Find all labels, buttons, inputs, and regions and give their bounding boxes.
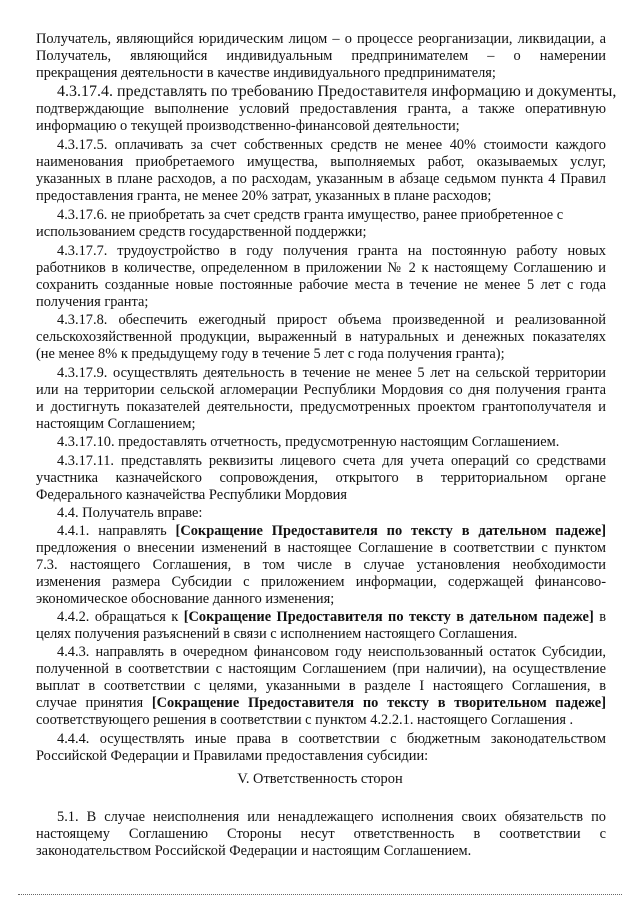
text-line: подтверждающие выполнение условий предоставления гранта, а также оперативную [36, 101, 606, 117]
text-line: предоставления гранта, не менее 20% затрат, указанных в плане расходов; [36, 188, 492, 204]
text-line: полученной в соответствии с настоящим Соглашением (при наличии), на осуществление [36, 661, 606, 677]
text-line: (не менее 8% к предыдущему году в течение 5 лет с года получения гранта); [36, 346, 505, 362]
placeholder-field: [Сокращение Предоставителя по тексту в дательном падеже] [183, 609, 594, 625]
clause-4-4-3: 4.4.3. направлять в очередном финансовом году неиспользованный остаток Субсидии, [57, 644, 606, 660]
clause-4-3-17-11: 4.3.17.11. представлять реквизиты лицевого счета для учета операций со средствами [57, 453, 606, 469]
clause-4-3-17-9: 4.3.17.9. осуществлять деятельность в течение не менее 5 лет на сельской территории [57, 365, 606, 381]
text-line: получения гранта; [36, 294, 149, 310]
clause-4-3-17-8: 4.3.17.8. обеспечить ежегодный прирост объема произведенной и реализованной [57, 312, 606, 328]
clause-4-4-1 [57, 523, 606, 540]
clause-4-4-2 [57, 609, 606, 626]
text-line: законодательством Российской Федерации и настоящим Соглашением. [36, 843, 472, 859]
text-line: Получатель, являющийся индивидуальным предпринимателем – о намерении [36, 48, 606, 64]
placeholder-field: [Сокращение Предоставителя по тексту в дательном падеже] [175, 523, 607, 539]
clause-5-1: 5.1. В случае неисполнения или ненадлежащего исполнения своих обязательств по [57, 809, 606, 825]
text-line: участника казначейского сопровождения, открытого в территориальном органе [36, 470, 606, 486]
clause-text: 4.4.1. направлять [57, 523, 167, 539]
text-line: настоящим Соглашением; [36, 416, 196, 432]
text-line: Федерального казначейства Республики Мордовия [36, 487, 347, 503]
text-line: использованием средств государственной поддержки; [36, 224, 367, 240]
clause-text: 4.4.2. обращаться к [57, 609, 179, 625]
text-line: Российской Федерации и Правилами предоставления субсидии: [36, 748, 429, 764]
text-line: целях получения разъяснений в связи с исполнением настоящего Соглашения. [36, 626, 518, 642]
text-line: информацию о текущей производственно-финансовой деятельности; [36, 118, 460, 134]
text-line [36, 695, 606, 712]
text-line: и достигнуть показателей деятельности, предусмотренных проектом грантополучателя и [36, 399, 606, 415]
clause-text: в [599, 609, 606, 625]
text-line: работников в количестве, определенном в приложении № 2 к настоящему Соглашению и [36, 260, 606, 276]
section-heading: V. Ответственность сторон [237, 771, 403, 787]
clause-4-3-17-6: 4.3.17.6. не приобретать за счет средств гранта имущество, ранее приобретенное с [57, 207, 564, 223]
text-line: настоящему Соглашению Стороны несут ответственность в соответствии с [36, 826, 606, 842]
text-line: прекращения деятельности в качестве индивидуального предпринимателя; [36, 65, 496, 81]
text-line: наименования приобретаемого имущества, выполняемых работ, оказываемых услуг, [36, 154, 606, 170]
text-line: соответствующего решения в соответствии с пунктом 4.2.2.1. настоящего Соглашения . [36, 712, 574, 728]
text-line: изменения размера Субсидии с приложением информации, содержащей финансово- [36, 574, 606, 590]
text-line: сохранить созданные новые постоянные рабочие места в течение не менее 5 лет с года [36, 277, 606, 293]
placeholder-field: [Сокращение Предоставителя по тексту в творительном падеже] [151, 695, 606, 711]
clause-4-4-4: 4.4.4. осуществлять иные права в соответствии с бюджетным законодательством [57, 731, 606, 747]
footer-rule [18, 894, 622, 895]
text-line: выплат в соответствии с целями, указанными в разделе I настоящего Соглашения, в [36, 678, 606, 694]
text-line: предложения о внесении изменений в настоящее Соглашение в соответствии с пунктом [36, 540, 606, 556]
clause-4-4: 4.4. Получатель вправе: [57, 505, 203, 521]
text-line: экономическое обоснование данного изменения; [36, 591, 335, 607]
clause-4-3-17-5: 4.3.17.5. оплачивать за счет собственных средств не менее 40% стоимости каждого [57, 137, 606, 153]
text-line: Получатель, являющийся юридическим лицом – о процессе реорганизации, ликвидации, а [36, 31, 606, 47]
clause-text: случае принятия [36, 695, 144, 711]
clause-4-3-17-10: 4.3.17.10. предоставлять отчетность, предусмотренную настоящим Соглашением. [57, 434, 560, 450]
text-line: сельскохозяйственной продукции, выраженный в натуральных и денежных показателях [36, 329, 606, 345]
text-line: или на территории сельской агломерации Республики Мордовия со дня получения гранта [36, 382, 606, 398]
clause-4-3-17-4: 4.3.17.4. представлять по требованию Предоставителя информацию и документы, [57, 83, 617, 100]
text-line: указанных в плане расходов, а по расходам, указанным в абзаце седьмом пункта 4 Правил [36, 171, 606, 187]
clause-4-3-17-7: 4.3.17.7. трудоустройство в году получения гранта на постоянную работу новых [57, 243, 606, 259]
text-line: 7.3. настоящего Соглашения, в том числе в случае установления необходимости [36, 557, 606, 573]
